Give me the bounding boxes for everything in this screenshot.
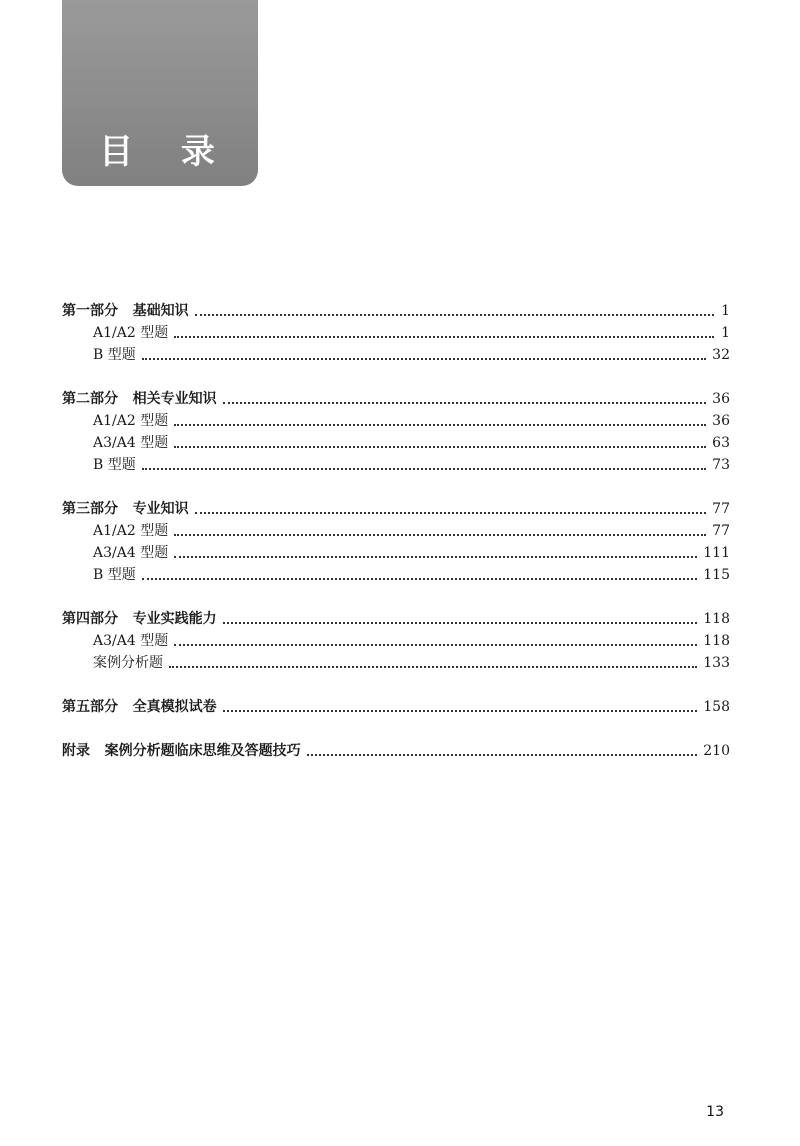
table-of-contents: [62, 300, 730, 784]
toc-entry-page: 118: [703, 611, 730, 627]
dot-leader: [169, 666, 697, 668]
toc-entry-page: 118: [703, 633, 730, 649]
page-number: 13: [706, 1104, 724, 1120]
toc-entry-page: 77: [712, 523, 730, 539]
toc-entry-subsection[interactable]: [62, 432, 730, 454]
dot-leader: [174, 336, 714, 338]
toc-entry-label: 第五部分 全真模拟试卷: [62, 699, 217, 715]
toc-entry-subsection[interactable]: [62, 322, 730, 344]
toc-entry-part[interactable]: [62, 498, 730, 520]
toc-entry-page: 36: [712, 413, 730, 429]
title-tab: [62, 0, 258, 186]
toc-entry-part[interactable]: [62, 740, 730, 762]
dot-leader: [142, 578, 698, 580]
toc-entry-subsection[interactable]: [62, 564, 730, 586]
dot-leader: [195, 512, 707, 514]
toc-entry-label: 第三部分 专业知识: [62, 501, 189, 517]
toc-entry-label: 案例分析题: [93, 655, 163, 671]
dot-leader: [307, 754, 698, 756]
toc-entry-page: 111: [703, 545, 730, 561]
toc-entry-page: 32: [712, 347, 730, 363]
toc-section-appendix: [62, 740, 730, 762]
toc-entry-label: A3/A4 型题: [93, 545, 169, 561]
toc-entry-label: A3/A4 型题: [93, 633, 169, 649]
toc-entry-label: 第二部分 相关专业知识: [62, 391, 217, 407]
toc-entry-page: 1: [721, 303, 730, 319]
toc-section-part-2: [62, 388, 730, 476]
toc-entry-subsection[interactable]: [62, 520, 730, 542]
toc-entry-page: 115: [703, 567, 730, 583]
toc-entry-page: 63: [712, 435, 730, 451]
toc-entry-label: A1/A2 型题: [93, 325, 169, 341]
toc-entry-label: B 型题: [93, 457, 136, 473]
toc-entry-part[interactable]: [62, 300, 730, 322]
toc-entry-subsection[interactable]: [62, 410, 730, 432]
dot-leader: [223, 402, 707, 404]
toc-entry-part[interactable]: [62, 696, 730, 718]
toc-entry-label: A1/A2 型题: [93, 413, 169, 429]
dot-leader: [174, 446, 706, 448]
toc-entry-page: 36: [712, 391, 730, 407]
toc-section-part-3: [62, 498, 730, 586]
page-title: 目 录: [99, 132, 233, 172]
toc-entry-label: B 型题: [93, 567, 136, 583]
dot-leader: [195, 314, 714, 316]
toc-entry-part[interactable]: [62, 608, 730, 630]
toc-entry-label: B 型题: [93, 347, 136, 363]
toc-section-part-4: [62, 608, 730, 674]
toc-entry-page: 133: [703, 655, 730, 671]
toc-entry-subsection[interactable]: [62, 344, 730, 366]
toc-entry-page: 77: [712, 501, 730, 517]
dot-leader: [142, 468, 706, 470]
dot-leader: [174, 424, 706, 426]
toc-entry-label: A1/A2 型题: [93, 523, 169, 539]
toc-entry-part[interactable]: [62, 388, 730, 410]
toc-entry-page: 73: [712, 457, 730, 473]
toc-entry-subsection[interactable]: [62, 454, 730, 476]
toc-entry-subsection[interactable]: [62, 652, 730, 674]
toc-entry-label: 第四部分 专业实践能力: [62, 611, 217, 627]
toc-entry-label: A3/A4 型题: [93, 435, 169, 451]
dot-leader: [174, 556, 697, 558]
toc-section-part-1: [62, 300, 730, 366]
toc-entry-label: 附录 案例分析题临床思维及答题技巧: [62, 743, 301, 759]
dot-leader: [223, 710, 698, 712]
dot-leader: [174, 534, 706, 536]
toc-entry-subsection[interactable]: [62, 630, 730, 652]
dot-leader: [142, 358, 706, 360]
dot-leader: [174, 644, 697, 646]
toc-entry-label: 第一部分 基础知识: [62, 303, 189, 319]
toc-entry-page: 158: [703, 699, 730, 715]
dot-leader: [223, 622, 698, 624]
toc-section-part-5: [62, 696, 730, 718]
toc-entry-page: 210: [703, 743, 730, 759]
toc-entry-page: 1: [721, 325, 730, 341]
toc-entry-subsection[interactable]: [62, 542, 730, 564]
